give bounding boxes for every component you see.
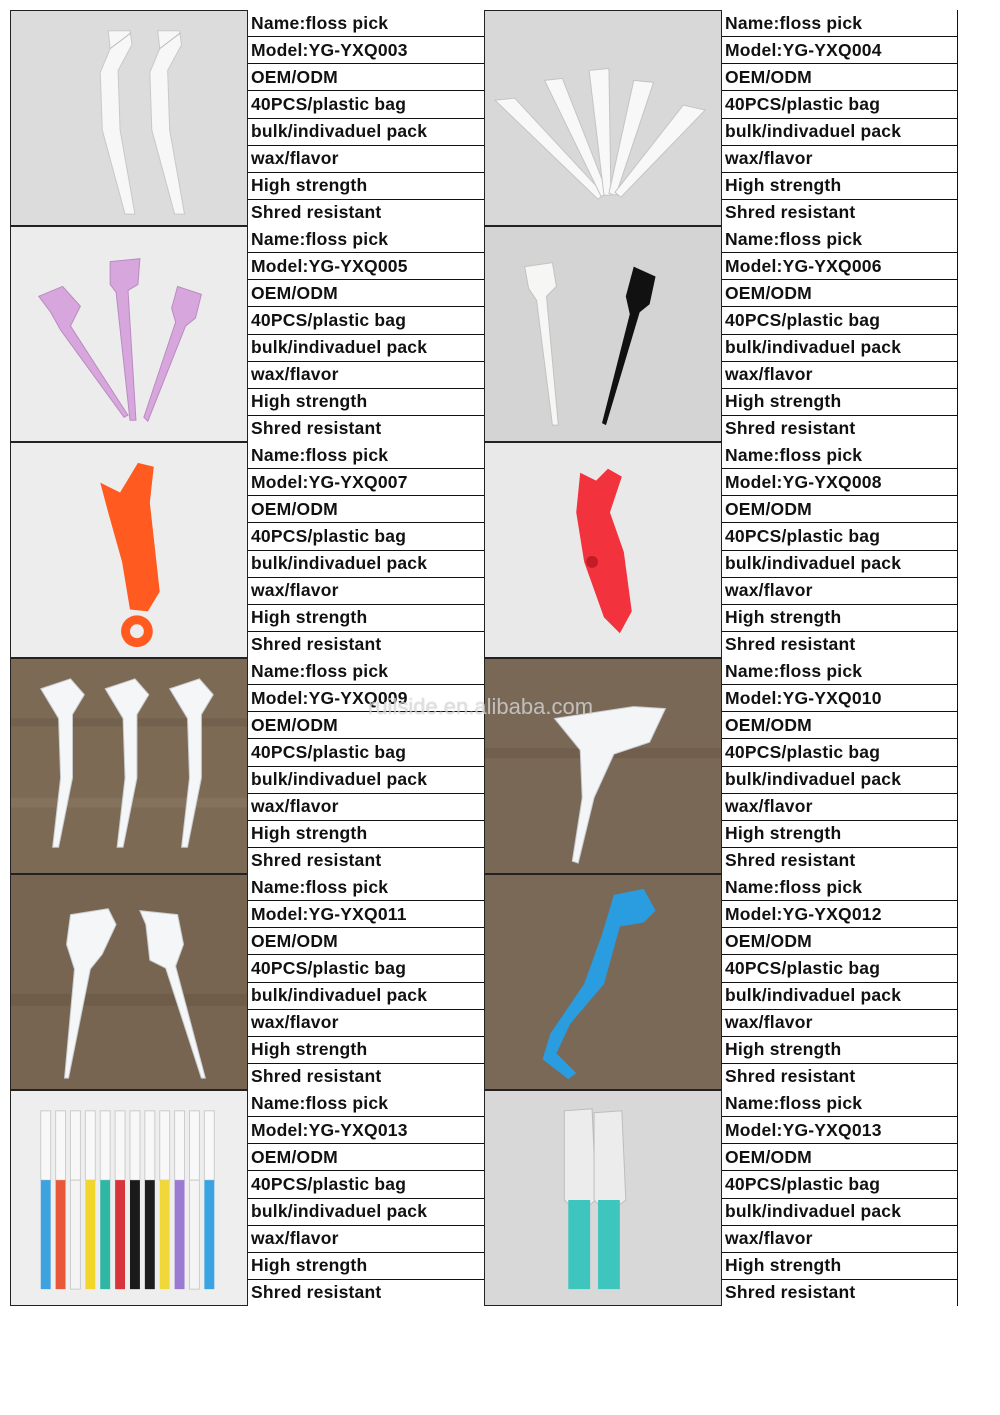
spec-table — [722, 874, 958, 1090]
spec-strength: High strength — [248, 605, 484, 632]
spec-shred: Shred resistant — [725, 850, 856, 871]
spec-table — [248, 442, 484, 658]
watermark: ruilside.en.alibaba.com — [368, 694, 594, 719]
spec-wax: wax/flavor — [248, 146, 484, 173]
spec-name: Name:floss pick — [248, 658, 484, 685]
spec-wax: wax/flavor — [722, 1010, 957, 1037]
product-cell — [484, 442, 958, 658]
product-photo — [10, 10, 248, 226]
spec-wax: wax/flavor — [722, 362, 957, 389]
spec-name: Name:floss pick — [722, 10, 957, 37]
spec-oem: OEM/ODM — [248, 280, 484, 307]
spec-table — [722, 658, 958, 874]
product-cell — [10, 226, 484, 442]
product-photo — [10, 1090, 248, 1306]
spec-pack: 40PCS/plastic bag — [248, 1171, 484, 1198]
spec-bulk: bulk/indivaduel pack — [722, 767, 957, 794]
product-cell — [10, 658, 484, 874]
spec-wax: wax/flavor — [722, 146, 957, 173]
spec-shred: Shred resistant — [725, 418, 856, 439]
spec-pack: 40PCS/plastic bag — [722, 91, 957, 118]
spec-bulk: bulk/indivaduel pack — [722, 983, 957, 1010]
product-cell — [484, 658, 958, 874]
spec-pack: 40PCS/plastic bag — [722, 955, 957, 982]
product-photo — [484, 442, 722, 658]
spec-oem: OEM/ODM — [722, 64, 957, 91]
spec-shred: Shred resistant — [725, 634, 856, 655]
spec-name: Name:floss pick — [722, 658, 957, 685]
product-photo — [484, 226, 722, 442]
spec-table — [248, 10, 484, 226]
spec-model: Model:YG-YXQ005 — [248, 253, 484, 280]
spec-oem: OEM/ODM — [248, 64, 484, 91]
spec-bulk: bulk/indivaduel pack — [248, 119, 484, 146]
spec-model: Model:YG-YXQ006 — [722, 253, 957, 280]
spec-strength: High strength — [722, 605, 957, 632]
product-row — [10, 226, 962, 442]
product-cell — [10, 1090, 484, 1306]
spec-pack: 40PCS/plastic bag — [248, 307, 484, 334]
spec-bulk: bulk/indivaduel pack — [248, 983, 484, 1010]
spec-strength: High strength — [722, 1037, 957, 1064]
product-photo — [10, 658, 248, 874]
spec-strength: High strength — [248, 389, 484, 416]
spec-model: Model:YG-YXQ013 — [722, 1117, 957, 1144]
spec-shred: Shred resistant — [251, 1282, 382, 1303]
spec-wax: wax/flavor — [722, 578, 957, 605]
product-cell — [484, 10, 958, 226]
spec-strength: High strength — [722, 821, 957, 848]
spec-shred: Shred resistant — [251, 1066, 382, 1087]
spec-name: Name:floss pick — [248, 874, 484, 901]
spec-oem: OEM/ODM — [722, 1144, 957, 1171]
product-row — [10, 658, 962, 874]
product-photo — [484, 10, 722, 226]
spec-oem: OEM/ODM — [722, 928, 957, 955]
spec-table — [722, 10, 958, 226]
product-photo — [10, 442, 248, 658]
spec-strength: High strength — [722, 1253, 957, 1280]
product-photo — [10, 874, 248, 1090]
spec-pack: 40PCS/plastic bag — [722, 739, 957, 766]
product-sheet — [10, 10, 962, 1306]
product-photo — [484, 1090, 722, 1306]
spec-table — [722, 1090, 958, 1306]
spec-model: Model:YG-YXQ011 — [248, 901, 484, 928]
spec-shred: Shred resistant — [725, 1282, 856, 1303]
spec-table — [248, 1090, 484, 1306]
spec-strength: High strength — [248, 173, 484, 200]
spec-pack: 40PCS/plastic bag — [722, 523, 957, 550]
spec-pack: 40PCS/plastic bag — [722, 1171, 957, 1198]
product-cell — [484, 1090, 958, 1306]
spec-bulk: bulk/indivaduel pack — [248, 1199, 484, 1226]
product-row — [10, 442, 962, 658]
spec-name: Name:floss pick — [248, 1090, 484, 1117]
spec-name: Name:floss pick — [248, 226, 484, 253]
product-cell — [10, 874, 484, 1090]
spec-oem: OEM/ODM — [248, 1144, 484, 1171]
spec-table — [248, 226, 484, 442]
spec-strength: High strength — [248, 821, 484, 848]
product-photo — [10, 226, 248, 442]
spec-model: Model:YG-YXQ003 — [248, 37, 484, 64]
spec-bulk: bulk/indivaduel pack — [248, 551, 484, 578]
spec-strength: High strength — [722, 389, 957, 416]
product-row — [10, 10, 962, 226]
product-cell — [484, 226, 958, 442]
spec-table — [722, 442, 958, 658]
spec-name: Name:floss pick — [722, 1090, 957, 1117]
product-row — [10, 1090, 962, 1306]
spec-name: Name:floss pick — [722, 874, 957, 901]
spec-wax: wax/flavor — [248, 1010, 484, 1037]
spec-bulk: bulk/indivaduel pack — [248, 335, 484, 362]
spec-bulk: bulk/indivaduel pack — [722, 551, 957, 578]
spec-shred: Shred resistant — [251, 202, 382, 223]
spec-name: Name:floss pick — [722, 442, 957, 469]
spec-oem: OEM/ODM — [722, 496, 957, 523]
spec-wax: wax/flavor — [248, 362, 484, 389]
spec-model: Model:YG-YXQ013 — [248, 1117, 484, 1144]
spec-pack: 40PCS/plastic bag — [248, 91, 484, 118]
spec-shred: Shred resistant — [725, 202, 856, 223]
spec-pack: 40PCS/plastic bag — [248, 739, 484, 766]
product-cell — [484, 874, 958, 1090]
spec-oem: OEM/ODM — [248, 712, 484, 739]
spec-bulk: bulk/indivaduel pack — [722, 1199, 957, 1226]
spec-bulk: bulk/indivaduel pack — [722, 335, 957, 362]
product-photo — [484, 874, 722, 1090]
spec-model: Model:YG-YXQ004 — [722, 37, 957, 64]
product-row — [10, 874, 962, 1090]
spec-strength: High strength — [248, 1253, 484, 1280]
spec-pack: 40PCS/plastic bag — [248, 955, 484, 982]
spec-pack: 40PCS/plastic bag — [248, 523, 484, 550]
spec-strength: High strength — [722, 173, 957, 200]
spec-model: Model:YG-YXQ008 — [722, 469, 957, 496]
spec-wax: wax/flavor — [722, 794, 957, 821]
product-photo — [484, 658, 722, 874]
spec-table — [248, 658, 484, 874]
spec-bulk: bulk/indivaduel pack — [248, 767, 484, 794]
spec-oem: OEM/ODM — [722, 712, 957, 739]
spec-table — [722, 226, 958, 442]
spec-wax: wax/flavor — [248, 794, 484, 821]
spec-oem: OEM/ODM — [248, 496, 484, 523]
product-cell — [10, 10, 484, 226]
spec-shred: Shred resistant — [251, 418, 382, 439]
spec-model: Model:YG-YXQ009 — [248, 685, 484, 712]
spec-wax: wax/flavor — [722, 1226, 957, 1253]
spec-oem: OEM/ODM — [248, 928, 484, 955]
spec-bulk: bulk/indivaduel pack — [722, 119, 957, 146]
spec-wax: wax/flavor — [248, 578, 484, 605]
product-cell — [10, 442, 484, 658]
spec-table — [248, 874, 484, 1090]
spec-pack: 40PCS/plastic bag — [722, 307, 957, 334]
spec-shred: Shred resistant — [251, 634, 382, 655]
spec-shred: Shred resistant — [725, 1066, 856, 1087]
spec-strength: High strength — [248, 1037, 484, 1064]
spec-model: Model:YG-YXQ012 — [722, 901, 957, 928]
spec-name: Name:floss pick — [248, 10, 484, 37]
spec-shred: Shred resistant — [251, 850, 382, 871]
spec-model: Model:YG-YXQ010 — [722, 685, 957, 712]
spec-name: Name:floss pick — [722, 226, 957, 253]
spec-oem: OEM/ODM — [722, 280, 957, 307]
spec-wax: wax/flavor — [248, 1226, 484, 1253]
spec-model: Model:YG-YXQ007 — [248, 469, 484, 496]
spec-name: Name:floss pick — [248, 442, 484, 469]
